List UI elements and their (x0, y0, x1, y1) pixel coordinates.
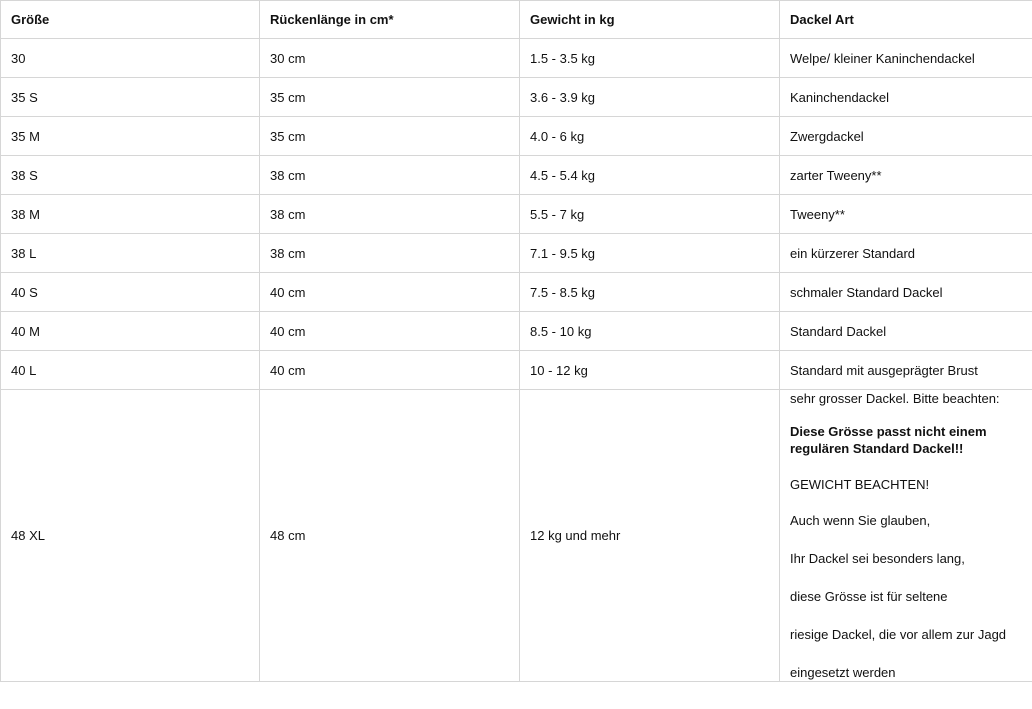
cell-type: Standard mit ausgeprägter Brust (780, 351, 1032, 390)
cell-size: 38 M (1, 195, 260, 234)
cell-type: schmaler Standard Dackel (780, 273, 1032, 312)
cell-size: 38 S (1, 156, 260, 195)
cell-size: 38 L (1, 234, 260, 273)
cell-size: 40 L (1, 351, 260, 390)
cell-type-note (780, 390, 1032, 682)
cell-type: ein kürzerer Standard (780, 234, 1032, 273)
cell-size: 40 S (1, 273, 260, 312)
cell-length: 40 cm (260, 351, 520, 390)
cell-length: 30 cm (260, 39, 520, 78)
cell-type: Kaninchendackel (780, 78, 1032, 117)
cell-weight: 3.6 - 3.9 kg (520, 78, 780, 117)
cell-type: Zwergdackel (780, 117, 1032, 156)
note-warning-line-1: Diese Grösse passt nicht einem (790, 424, 987, 439)
cell-type: Welpe/ kleiner Kaninchendackel (780, 39, 1032, 78)
cell-weight: 7.1 - 9.5 kg (520, 234, 780, 273)
header-size: Größe (1, 1, 260, 39)
cell-size: 40 M (1, 312, 260, 351)
table-row-xl (1, 390, 1032, 682)
cell-size: 48 XL (1, 390, 260, 682)
header-back-length: Rückenlänge in cm* (260, 1, 520, 39)
cell-weight: 1.5 - 3.5 kg (520, 39, 780, 78)
table-row (1, 117, 1032, 156)
table-row (1, 78, 1032, 117)
cell-size: 30 (1, 39, 260, 78)
note-line: riesige Dackel, die vor allem zur Jagd (790, 627, 1007, 642)
note-warning-line-2: regulären Standard Dackel!! (790, 441, 964, 456)
cell-length: 48 cm (260, 390, 520, 682)
cell-length: 40 cm (260, 273, 520, 312)
cell-length: 40 cm (260, 312, 520, 351)
cell-length: 35 cm (260, 117, 520, 156)
cell-type: zarter Tweeny** (780, 156, 1032, 195)
table-row (1, 273, 1032, 312)
cell-length: 35 cm (260, 78, 520, 117)
table-body (1, 39, 1032, 682)
note-weight-warning: GEWICHT BEACHTEN! (790, 477, 930, 492)
table-row (1, 195, 1032, 234)
table-row (1, 39, 1032, 78)
header-row (1, 1, 1032, 39)
cell-weight: 5.5 - 7 kg (520, 195, 780, 234)
cell-weight: 10 - 12 kg (520, 351, 780, 390)
cell-weight: 8.5 - 10 kg (520, 312, 780, 351)
note-intro: sehr grosser Dackel. Bitte beachten: (790, 391, 1000, 406)
note-line: eingesetzt werden (790, 665, 896, 680)
table-row (1, 234, 1032, 273)
cell-weight: 7.5 - 8.5 kg (520, 273, 780, 312)
cell-weight: 4.0 - 6 kg (520, 117, 780, 156)
cell-type: Tweeny** (780, 195, 1032, 234)
cell-length: 38 cm (260, 156, 520, 195)
cell-size: 35 S (1, 78, 260, 117)
note-line: Ihr Dackel sei besonders lang, (790, 551, 965, 566)
note-line: Auch wenn Sie glauben, (790, 513, 931, 528)
note-line: diese Grösse ist für seltene (790, 589, 948, 604)
header-dachshund-type: Dackel Art (780, 1, 1032, 39)
cell-length: 38 cm (260, 195, 520, 234)
cell-length: 38 cm (260, 234, 520, 273)
header-weight: Gewicht in kg (520, 1, 780, 39)
cell-weight: 12 kg und mehr (520, 390, 780, 682)
table-header (1, 1, 1032, 39)
cell-weight: 4.5 - 5.4 kg (520, 156, 780, 195)
cell-size: 35 M (1, 117, 260, 156)
table-row (1, 312, 1032, 351)
table-row (1, 156, 1032, 195)
cell-type: Standard Dackel (780, 312, 1032, 351)
table-row (1, 351, 1032, 390)
